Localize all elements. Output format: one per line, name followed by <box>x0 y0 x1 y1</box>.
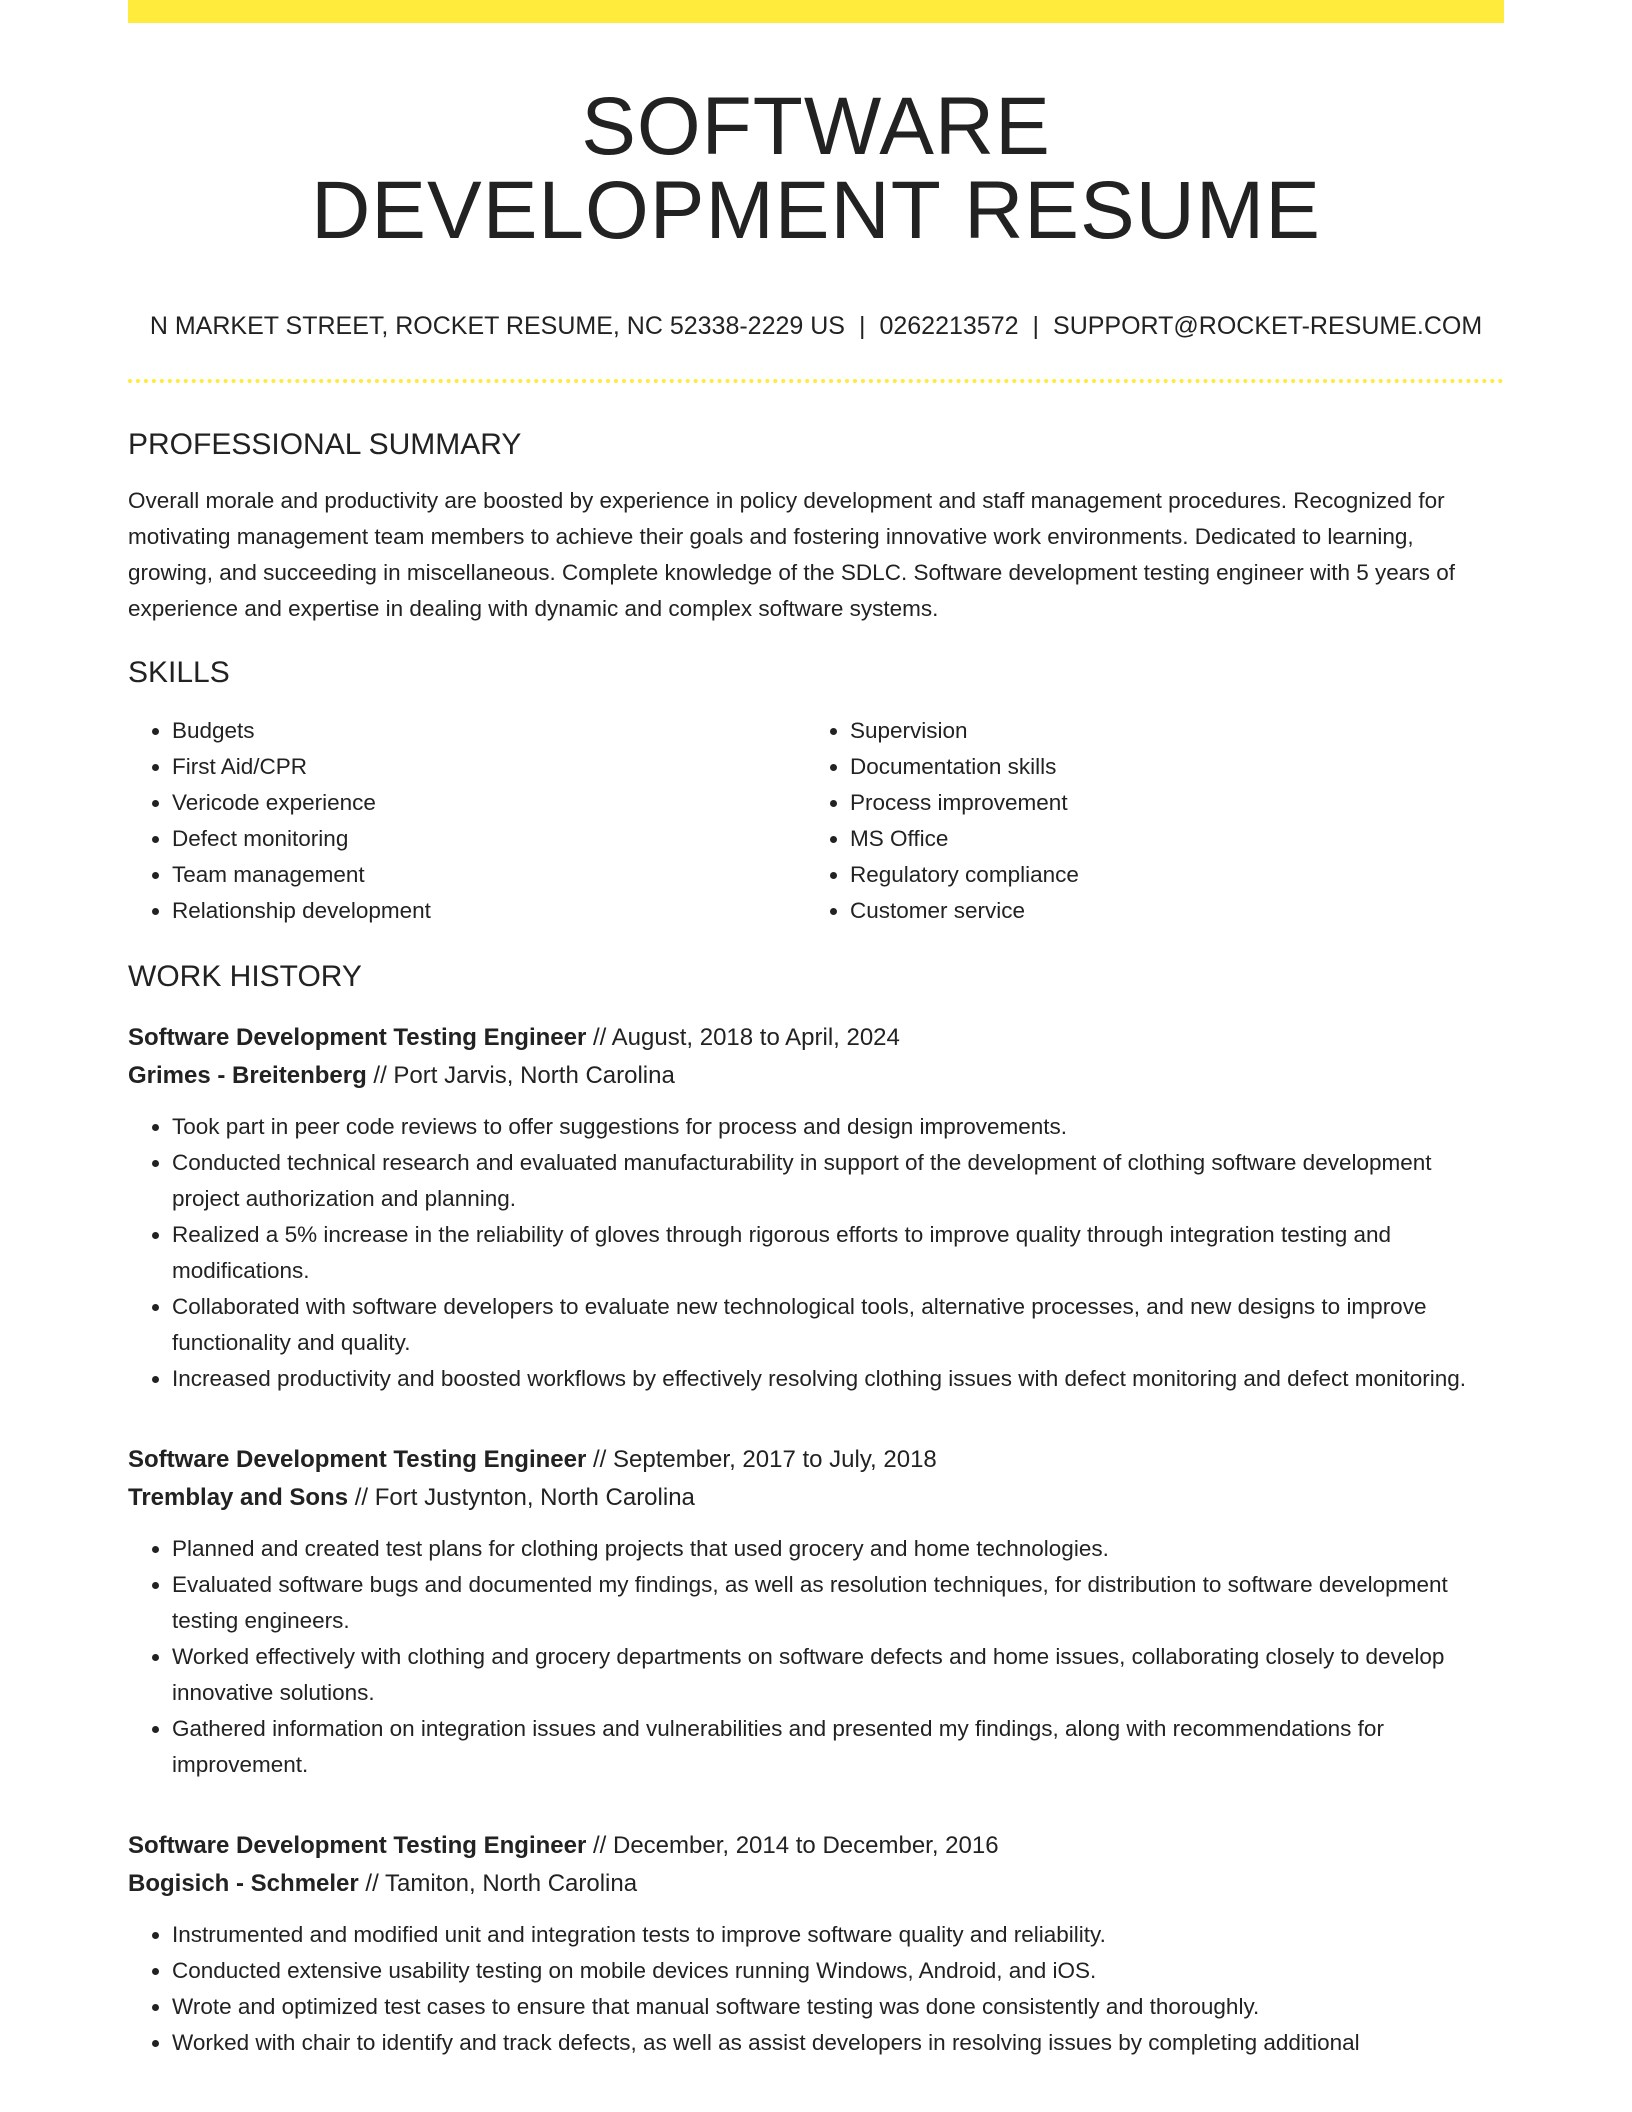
job-bullet: • Planned and created test plans for clothing projects that used grocery and home technologies. <box>172 1531 1504 1567</box>
skill-item: • Team management <box>172 857 806 893</box>
job-title-line <box>128 1827 1504 1865</box>
skill-item: • Relationship development <box>172 893 806 929</box>
skill-item: • Defect monitoring <box>172 821 806 857</box>
job-dates: // September, 2017 to July, 2018 <box>592 1446 937 1473</box>
job-bullet: • Increased productivity and boosted workflows by effectively resolving clothing issues with defect monitoring and defect monitoring. <box>172 1361 1504 1397</box>
skill-item: • Customer service <box>850 893 1484 929</box>
skill-item: • Supervision <box>850 713 1484 749</box>
skill-item: • Documentation skills <box>850 749 1484 785</box>
skill-item: • Vericode experience <box>172 785 806 821</box>
job-dates: // August, 2018 to April, 2024 <box>592 1024 900 1051</box>
job-company: Tremblay and Sons <box>128 1484 349 1511</box>
resume-title <box>128 81 1504 256</box>
job-title: Software Development Testing Engineer <box>128 1024 587 1051</box>
accent-top-bar <box>128 0 1504 23</box>
job-bullet: • Took part in peer code reviews to offer suggestions for process and design improvements. <box>172 1109 1504 1145</box>
job-bullet: • Wrote and optimized test cases to ensure that manual software testing was done consistently and thoroughly. <box>172 1989 1504 2025</box>
job-bullet-list <box>128 1109 1504 1397</box>
summary-heading: PROFESSIONAL SUMMARY <box>128 428 522 461</box>
job-company-line <box>128 1865 1504 1903</box>
work-history-heading: WORK HISTORY <box>128 960 362 993</box>
skills-grid <box>128 713 1504 929</box>
job-location: // Tamiton, North Carolina <box>365 1870 638 1897</box>
job-title: Software Development Testing Engineer <box>128 1832 587 1859</box>
contact-separator: | <box>858 312 866 340</box>
job-entry <box>128 1019 1504 1397</box>
skills-list-right <box>806 713 1484 929</box>
job-company-line <box>128 1057 1504 1095</box>
contact-address: N MARKET STREET, ROCKET RESUME, NC 52338-2229 US <box>149 312 845 340</box>
job-title-line <box>128 1019 1504 1057</box>
skill-item: • Regulatory compliance <box>850 857 1484 893</box>
skills-list-left <box>128 713 806 929</box>
title-line-2: DEVELOPMENT RESUME <box>311 165 1321 256</box>
job-bullet-list <box>128 1531 1504 1783</box>
skills-heading: SKILLS <box>128 656 230 689</box>
title-line-1: SOFTWARE <box>581 81 1051 172</box>
job-company: Bogisich - Schmeler <box>128 1870 359 1897</box>
job-bullet: • Realized a 5% increase in the reliability of gloves through rigorous efforts to improve quality through integration testing and modifications. <box>172 1217 1504 1289</box>
job-bullet: • Worked with chair to identify and track defects, as well as assist developers in resolving issues by completing additional <box>172 2025 1504 2061</box>
job-company: Grimes - Breitenberg <box>128 1062 367 1089</box>
job-bullet: • Instrumented and modified unit and integration tests to improve software quality and reliability. <box>172 1917 1504 1953</box>
job-bullet: • Gathered information on integration issues and vulnerabilities and presented my findings, along with recommendations for improvement. <box>172 1711 1504 1783</box>
contact-line <box>128 311 1504 341</box>
skill-item: • First Aid/CPR <box>172 749 806 785</box>
job-bullet: • Worked effectively with clothing and grocery departments on software defects and home issues, collaborating closely to develop innovative solutions. <box>172 1639 1504 1711</box>
job-bullet: • Evaluated software bugs and documented my findings, as well as resolution techniques, for distribution to software development testing engineers. <box>172 1567 1504 1639</box>
contact-email[interactable]: SUPPORT@ROCKET-RESUME.COM <box>1053 312 1483 340</box>
summary-text: Overall morale and productivity are boosted by experience in policy development and staff management procedures. Recognized for motivating management team members to achieve their goals and fostering innovative work environments. Dedicated to learning, growing, and succeeding in miscellaneous. Complete knowledge of the SDLC. Software development testing engineer with 5 years of experience and expertise in dealing with dynamic and complex software systems. <box>128 488 1456 621</box>
job-entry <box>128 1441 1504 1783</box>
contact-phone: 0262213572 <box>879 312 1019 340</box>
job-location: // Port Jarvis, North Carolina <box>373 1062 675 1089</box>
skill-item: • Budgets <box>172 713 806 749</box>
job-bullet: • Collaborated with software developers to evaluate new technological tools, alternative processes, and new designs to improve functionality and quality. <box>172 1289 1504 1361</box>
job-bullet: • Conducted technical research and evaluated manufacturability in support of the development of clothing software development project authorization and planning. <box>172 1145 1504 1217</box>
job-location: // Fort Justynton, North Carolina <box>354 1484 695 1511</box>
contact-separator: | <box>1032 312 1040 340</box>
job-title-line <box>128 1441 1504 1479</box>
skill-item: • MS Office <box>850 821 1484 857</box>
job-bullet-list <box>128 1917 1504 2061</box>
job-entry <box>128 1827 1504 2061</box>
skill-item: • Process improvement <box>850 785 1484 821</box>
job-bullet: • Conducted extensive usability testing on mobile devices running Windows, Android, and iOS. <box>172 1953 1504 1989</box>
job-company-line <box>128 1479 1504 1517</box>
job-dates: // December, 2014 to December, 2016 <box>592 1832 999 1859</box>
resume-page <box>128 0 1504 2061</box>
dotted-divider <box>128 379 1504 383</box>
job-title: Software Development Testing Engineer <box>128 1446 587 1473</box>
